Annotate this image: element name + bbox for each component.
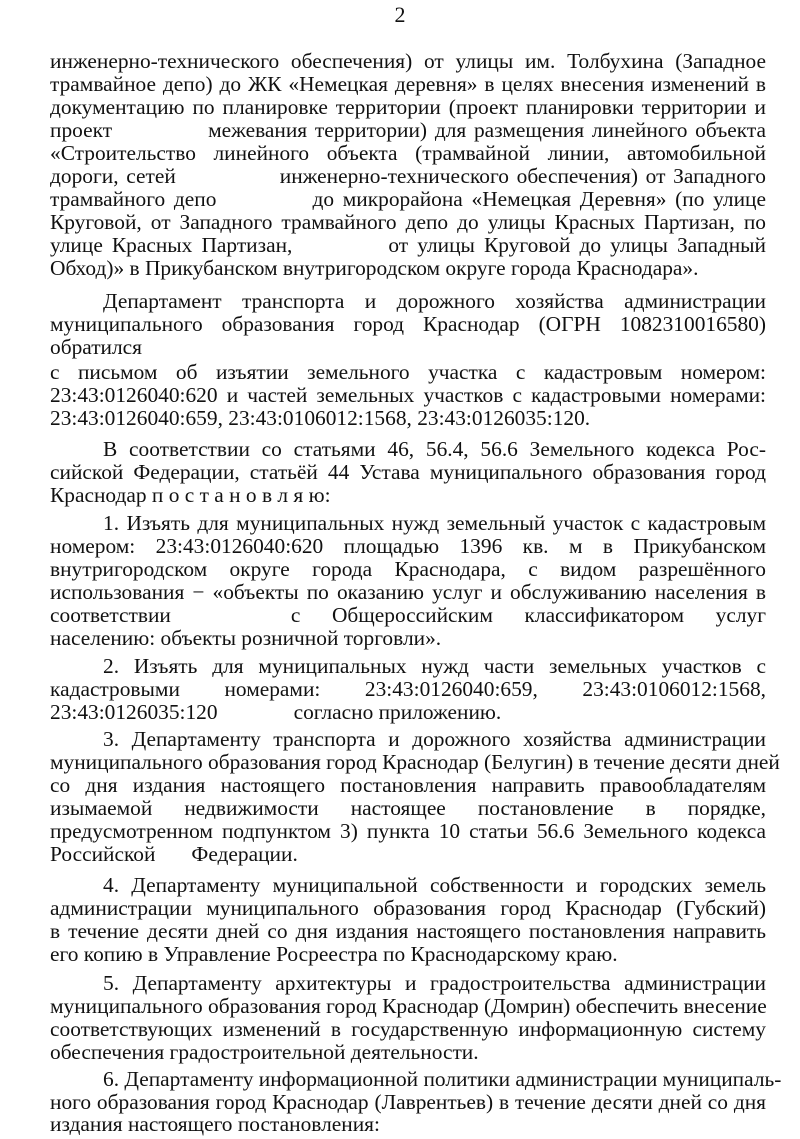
text-line — [50, 604, 766, 626]
text-line: 6. Департаменту информационной политики администрации муниципаль- — [103, 1067, 782, 1091]
text-line: кадастровыми номерами: 23:43:0126040:659, 23:43:0106012:1568, — [50, 677, 766, 701]
text-line: предусмотренном подпунктом 3) пункта 10 статьи 56.6 Земельного кодекса — [50, 819, 766, 843]
text-line: Департамент транспорта и дорожного хозяйства администрации — [103, 289, 766, 313]
text-line: в течение десяти дней со дня издания настоящего постановления направить — [50, 919, 766, 943]
text-line: его копию в Управление Росреестра по Краснодарскому краю. — [50, 942, 618, 966]
text-line: сийской Федерации, статьёй 44 Устава муниципального образования город — [50, 460, 766, 484]
text-line: с письмом об изъятии земельного участка с кадастровым номером: — [50, 360, 766, 384]
text-line: 1. Изъять для муниципальных нужд земельный участок с кадастровым — [103, 511, 766, 535]
text-fragment: Российской — [50, 842, 156, 866]
text-line: соответствующих изменений в государственную информационную систему — [50, 1017, 766, 1041]
text-line: муниципального образования город Краснодар (Белугин) в течение десяти дней — [50, 750, 780, 774]
text-line: использования − «объекты по оказанию услуг и обслуживанию населения в — [50, 580, 766, 604]
text-fragment: инженерно-технического обеспечения) от Западного — [279, 164, 766, 188]
text-line: 5. Департаменту архитектуры и градостроительства администрации — [103, 971, 766, 995]
text-line: населению: объекты розничной торговли». — [50, 626, 442, 650]
text-fragment: проект — [50, 118, 113, 142]
page-number: 2 — [394, 2, 406, 27]
text-line: со дня издания настоящего постановления направить правообладателям — [50, 773, 766, 797]
text-line: трамвайное депо) до ЖК «Немецкая деревня» в целях внесения изменений в — [50, 72, 766, 96]
text-fragment: межевания территории) для размещения линейного объекта — [208, 118, 766, 142]
text-fragment: 23:43:0126035:120 — [50, 700, 218, 724]
text-fragment: до микрорайона «Немецкая Деревня» (по улице — [312, 187, 766, 211]
text-line — [50, 701, 766, 723]
text-line: муниципального образования город Краснодар (ОГРН 1082310016580) — [50, 312, 766, 336]
text-fragment: Федерации. — [191, 842, 298, 866]
text-fragment: от улицы Круговой до улицы Западный — [388, 233, 766, 257]
text-fragment: с Общероссийским классификатором услуг — [290, 603, 766, 627]
text-line — [50, 843, 766, 865]
text-line: 3. Департаменту транспорта и дорожного хозяйства администрации — [103, 727, 766, 751]
text-line: 23:43:0126040:620 и частей земельных участков с кадастровыми номерами: — [50, 383, 766, 407]
text-line: администрации муниципального образования город Краснодар (Губский) — [50, 896, 766, 920]
text-line — [50, 119, 766, 141]
text-fragment: согласно приложению. — [293, 700, 502, 724]
text-line: «Строительство линейного объекта (трамвайной линии, автомобильной — [50, 141, 766, 165]
text-line: 4. Департаменту муниципальной собственности и городских земель — [103, 873, 766, 897]
text-line: издания настоящего постановления: — [50, 1112, 380, 1136]
text-line: Круговой, от Западного трамвайного депо до улицы Красных Партизан, по — [50, 210, 766, 234]
text-fragment: трамвайного депо — [50, 187, 217, 211]
text-line: изымаемой недвижимости настоящее постановление в порядке, — [50, 796, 766, 820]
text-line — [50, 188, 766, 210]
text-line — [50, 234, 766, 256]
text-fragment: соответствии — [50, 603, 171, 627]
text-line: обеспечения градостроительной деятельности. — [50, 1040, 479, 1064]
text-line: номером: 23:43:0126040:620 площадью 1396 кв. м в Прикубанском — [50, 534, 766, 558]
text-fragment: улице Красных Партизан, — [50, 233, 293, 257]
text-line: муниципального образования город Краснодар (Домрин) обеспечить внесение — [50, 994, 767, 1018]
text-line: Обход)» в Прикубанском внутригородском округе города Краснодара». — [50, 256, 699, 280]
text-fragment: дороги, сетей — [50, 164, 176, 188]
text-line: ного образования город Краснодар (Лаврентьев) в течение десяти дней со дня — [50, 1090, 766, 1114]
text-line: Краснодар п о с т а н о в л я ю: — [50, 483, 331, 507]
text-line: обратился — [50, 335, 143, 359]
text-line: инженерно-технического обеспечения) от улицы им. Толбухина (Западное — [50, 49, 766, 73]
text-line: В соответствии со статьями 46, 56.4, 56.6 Земельного кодекса Рос- — [103, 437, 766, 461]
text-line — [50, 165, 766, 187]
text-line: внутригородском округе города Краснодара, с видом разрешённого — [50, 557, 766, 581]
text-line: документацию по планировке территории (проект планировки территории и — [50, 95, 766, 119]
text-line: 23:43:0126040:659, 23:43:0106012:1568, 23:43:0126035:120. — [50, 406, 591, 430]
text-line: 2. Изъять для муниципальных нужд части земельных участков с — [103, 654, 766, 678]
